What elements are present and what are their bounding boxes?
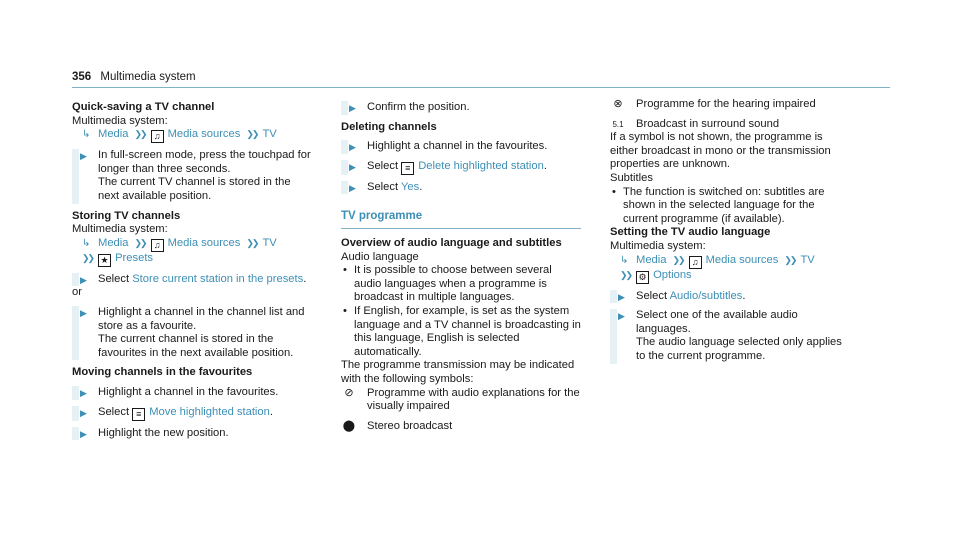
- step-text: Confirm the position.: [367, 101, 470, 113]
- symbol-text: Programme with audio explanations for the visually impaired: [367, 386, 580, 413]
- symbol-row: [341, 387, 581, 414]
- delete-station-link[interactable]: Delete highlighted station: [418, 159, 544, 172]
- step-arrow-icon: ▶: [80, 428, 87, 439]
- bullet-text: The function is switched on: subtitles are shown in the selected language for the current programme (if available).: [623, 185, 825, 225]
- step-arrow-icon: ▶: [80, 151, 87, 162]
- column-1: [72, 101, 312, 440]
- step-text: Select: [98, 405, 130, 418]
- symbol-row: [341, 420, 581, 434]
- step: [72, 149, 312, 203]
- section-heading-tv-programme: TV programme: [341, 210, 581, 229]
- column-3: [610, 98, 850, 364]
- path-media[interactable]: Media: [98, 236, 129, 249]
- path-media[interactable]: Media: [98, 128, 129, 141]
- move-station-link[interactable]: Move highlighted station: [149, 405, 270, 418]
- section-title: Multimedia system: [100, 71, 196, 83]
- symbol-text: Broadcast in surround sound: [636, 117, 780, 130]
- nav-path: [72, 237, 312, 252]
- media-sources-icon: ♫: [689, 256, 702, 269]
- path-media-sources[interactable]: Media sources: [167, 236, 241, 249]
- multimedia-label: Multimedia system:: [72, 114, 168, 127]
- nav-path-cont: [610, 269, 850, 284]
- path-options[interactable]: Options: [653, 268, 692, 281]
- return-arrow-icon: ↳: [620, 254, 629, 266]
- step: [341, 101, 581, 115]
- bullet: • It is possible to choose between several audio languages when a programme is broadcast in multiple languages.: [341, 264, 581, 305]
- heading-overview: Overview of audio language and subtitles: [341, 236, 562, 249]
- bullet: • The function is switched on: subtitles are shown in the selected language for the current programme (if available).: [610, 186, 850, 227]
- surround-sound-icon: 5.1: [612, 119, 624, 129]
- step-arrow-icon: ▶: [80, 274, 87, 285]
- step-arrow-icon: ▶: [80, 307, 87, 318]
- step: [72, 386, 312, 400]
- step-result: The current channel is stored in the favourites in the next available position.: [98, 333, 294, 359]
- step: ▶ Select Audio/subtitles.: [610, 290, 850, 304]
- symbol-row: [610, 118, 850, 132]
- yes-link[interactable]: Yes: [401, 180, 420, 193]
- symbol-row: [610, 98, 850, 112]
- step-text: Highlight a channel in the favourites.: [98, 385, 279, 398]
- symbol-text: Programme for the hearing impaired: [636, 98, 816, 110]
- nav-path: [610, 254, 850, 269]
- heading-storing: Storing TV channels: [72, 209, 181, 222]
- subtitles-label: Subtitles: [610, 171, 653, 184]
- step-text: Highlight the new position.: [98, 426, 229, 439]
- step: ▶ Select ≡ Move highlighted station.: [72, 406, 312, 421]
- step-result: The audio language selected only applies to the current programme.: [636, 336, 842, 362]
- multimedia-label: Multimedia system:: [72, 223, 168, 236]
- step-text: Highlight a channel in the favourites.: [367, 140, 548, 153]
- page-number: 356: [72, 71, 92, 83]
- column-2: [341, 101, 581, 433]
- multimedia-label: Multimedia system:: [610, 239, 706, 252]
- path-media[interactable]: Media: [636, 253, 667, 266]
- step-arrow-icon: ▶: [349, 182, 356, 193]
- path-presets[interactable]: Presets: [115, 251, 154, 264]
- star-icon: ★: [98, 254, 111, 267]
- store-preset-link[interactable]: Store current station in the presets: [132, 272, 304, 285]
- bullet-text: It is possible to choose between several audio languages when a programme is broadcast in multiple languages.: [354, 264, 552, 304]
- bullet: • If English, for example, is set as the system language and a TV channel is broadcasting in this language, English is selected automatically.: [343, 304, 581, 358]
- step-result: The current TV channel is stored in the next available position.: [98, 176, 291, 202]
- step: [341, 140, 581, 154]
- return-arrow-icon: ↳: [82, 237, 91, 249]
- chevron-icon: ❯❯: [134, 129, 146, 140]
- step-text: Highlight a channel in the channel list and store as a favourite.: [98, 305, 305, 332]
- step-arrow-icon: ▶: [349, 161, 356, 172]
- return-arrow-icon: ↳: [82, 129, 91, 141]
- step-text: In full-screen mode, press the touchpad for longer than three seconds.: [98, 149, 311, 175]
- or-text: or: [72, 286, 82, 299]
- path-tv[interactable]: TV: [800, 253, 815, 266]
- step: ▶ Select Store current station in the presets.: [72, 273, 312, 287]
- heading-setting: Setting the TV audio language: [610, 226, 771, 239]
- chevron-icon: ❯❯: [784, 254, 796, 265]
- symbols-intro: The programme transmission may be indicated with the following symbols:: [341, 359, 575, 385]
- chevron-icon: ❯❯: [82, 252, 94, 263]
- step-arrow-icon: ▶: [618, 311, 625, 322]
- step: ▶ Select Yes.: [341, 181, 581, 195]
- list-icon: ≡: [132, 408, 145, 421]
- path-media-sources[interactable]: Media sources: [705, 253, 779, 266]
- step-arrow-icon: ▶: [349, 142, 356, 153]
- step-text: Select: [367, 159, 399, 172]
- heading-moving: Moving channels in the favourites: [72, 366, 253, 379]
- chevron-icon: ❯❯: [672, 254, 684, 265]
- nav-path: [72, 128, 312, 143]
- chevron-icon: ❯❯: [246, 237, 258, 248]
- step-text: Select: [98, 272, 130, 285]
- bullet-text: If English, for example, is set as the system language and a TV channel is broadcasting in this language, English is selected automatically.: [354, 304, 581, 358]
- step-arrow-icon: ▶: [80, 407, 87, 418]
- chevron-icon: ❯❯: [620, 269, 632, 280]
- step: [610, 309, 850, 363]
- step: [72, 306, 312, 360]
- step: ▶ Select ≡ Delete highlighted station.: [341, 160, 581, 175]
- step: [72, 427, 312, 441]
- step-arrow-icon: ▶: [349, 103, 356, 113]
- step-arrow-icon: ▶: [618, 291, 625, 302]
- step-text: Select: [367, 180, 399, 193]
- stereo-icon: ⬤: [342, 419, 356, 432]
- list-icon: ≡: [401, 162, 414, 175]
- audio-language-label: Audio language: [341, 250, 419, 263]
- no-symbol-text: If a symbol is not shown, the programme is either broadcast in mono or the transmission properties are unknown.: [610, 131, 831, 171]
- heading-quick-saving: Quick-saving a TV channel: [72, 101, 215, 113]
- step-arrow-icon: ▶: [80, 387, 87, 398]
- media-sources-icon: ♫: [151, 130, 164, 143]
- heading-deleting: Deleting channels: [341, 120, 437, 133]
- chevron-icon: ❯❯: [246, 129, 258, 140]
- audio-subtitles-link[interactable]: Audio/subtitles: [669, 289, 743, 302]
- gear-icon: ⚙: [636, 271, 649, 284]
- hearing-impaired-icon: ⊗: [613, 98, 623, 110]
- symbol-text: Stereo broadcast: [367, 419, 453, 432]
- media-sources-icon: ♫: [151, 239, 164, 252]
- chevron-icon: ❯❯: [134, 237, 146, 248]
- nav-path-cont: [72, 252, 312, 267]
- path-media-sources[interactable]: Media sources: [167, 128, 241, 141]
- path-tv[interactable]: TV: [262, 236, 277, 249]
- step-text: Select one of the available audio languages.: [636, 309, 798, 335]
- step-text: Select: [636, 289, 668, 302]
- page-header: [72, 71, 196, 85]
- visually-impaired-icon: ⊘: [344, 386, 354, 399]
- path-tv[interactable]: TV: [262, 128, 277, 141]
- header-rule: [72, 87, 890, 88]
